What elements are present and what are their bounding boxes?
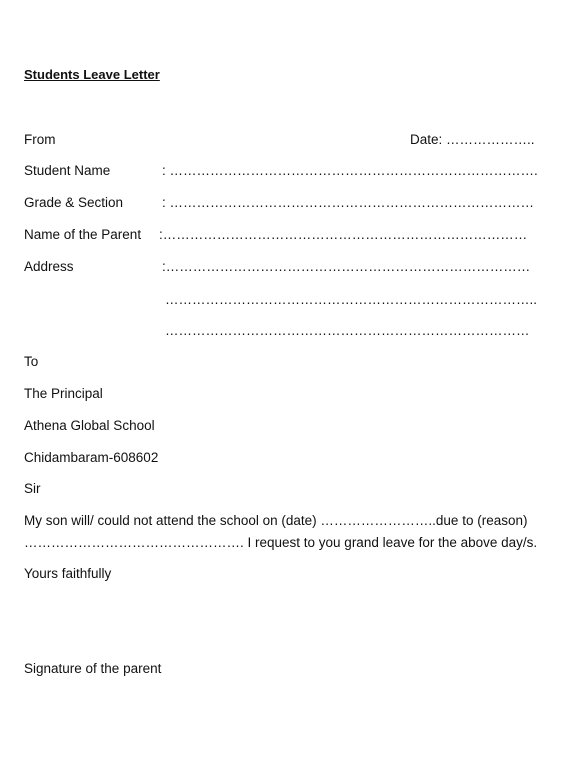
address-blank-1: :……………………………………………………………………… (162, 259, 531, 274)
body-line-2: …………………………………………. I request to you grand leave for the above day/s. (24, 535, 538, 550)
signature-label: Signature of the parent (24, 661, 162, 676)
recipient-school: Athena Global School (24, 418, 155, 433)
date-field: Date: ……………….. (410, 132, 535, 147)
letter-title: Students Leave Letter (24, 67, 160, 82)
address-label: Address (24, 259, 74, 274)
student-name-label: Student Name (24, 163, 111, 178)
parent-name-blank: :……………………………………………………………………… (159, 227, 528, 242)
grade-section-blank: : ……………………………………………………………………… (162, 195, 535, 210)
address-blank-2: ……………………………………………………………………….. (165, 292, 538, 307)
address-blank-3: ……………………………………………………………………… (165, 323, 530, 338)
to-label: To (24, 354, 39, 369)
student-name-blank: : ………………………………………………………………………. (162, 163, 538, 178)
grade-section-label: Grade & Section (24, 195, 124, 210)
closing: Yours faithfully (24, 566, 112, 581)
recipient-title: The Principal (24, 386, 103, 401)
body-line-1: My son will/ could not attend the school on (date) ……………………..due to (reason) (24, 513, 528, 528)
salutation: Sir (24, 481, 41, 496)
from-label: From (24, 132, 56, 147)
recipient-address: Chidambaram-608602 (24, 450, 159, 465)
parent-name-label: Name of the Parent (24, 227, 142, 242)
